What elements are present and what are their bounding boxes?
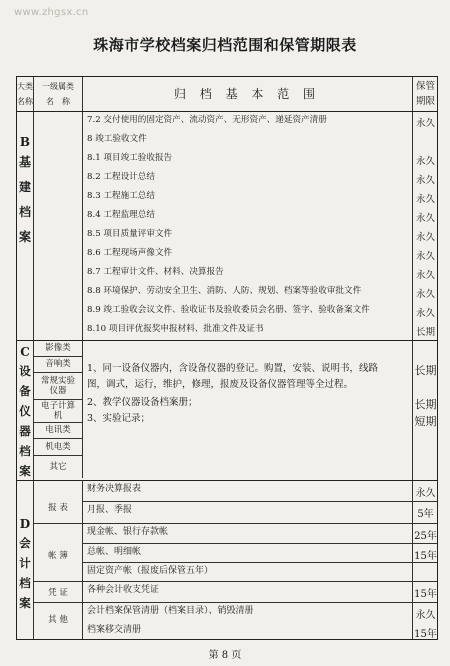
section-d-period: 5年 — [417, 509, 434, 520]
section-d-item: 财务决算报表 — [87, 484, 142, 494]
section-d-item: 会计档案保管清册（档案目录）、销毁清册 — [87, 606, 254, 616]
section-d-item: 总帐、明细帐 — [87, 547, 142, 557]
section-c-label: C 设 备 仪 器 档 案 — [19, 345, 31, 478]
section-b-item: 8.2 工程设计总结 — [87, 172, 155, 182]
section-b-period: 永久 — [415, 232, 435, 243]
watermark: www.zhgsx.cn — [14, 7, 89, 18]
section-b-period: 永久 — [415, 156, 435, 167]
archive-table — [16, 76, 438, 640]
section-c-sub: 其它 — [49, 462, 67, 472]
section-d-period: 15年 — [414, 551, 437, 562]
section-d-label: D 会 计 档 案 — [19, 517, 31, 610]
section-b-item: 7.2 交付使用的固定资产、流动资产、无形资产、递延资产清册 — [87, 115, 327, 125]
section-c-period-1: 长期 — [414, 364, 437, 377]
section-b-item: 8 竣工验收文件 — [87, 134, 147, 144]
section-b-period: 永久 — [415, 270, 435, 281]
section-b-item: 8.1 项目竣工验收报告 — [87, 153, 173, 163]
section-c-period-2: 长期 — [414, 398, 437, 411]
section-d-item: 月报、季报 — [87, 505, 133, 515]
header-subclass-top: 一级属类 — [42, 82, 74, 91]
section-d-period: 永久 — [415, 488, 436, 499]
section-d-period: 永久 — [415, 610, 436, 621]
section-d-period: 15年 — [414, 629, 437, 640]
section-b-item: 8.5 项目质量评审文件 — [87, 229, 173, 239]
section-b-period: 永久 — [415, 251, 435, 262]
section-c-sub: 音响类 — [45, 359, 71, 369]
section-c-period-3: 短期 — [414, 415, 437, 428]
section-c-sub: 机电类 — [45, 441, 71, 452]
header-subclass-bottom: 名 称 — [46, 97, 70, 106]
section-b-period: 永久 — [415, 175, 435, 186]
section-c-sub: 电讯类 — [45, 425, 71, 435]
section-d-period: 15年 — [414, 589, 437, 600]
section-c-sub: 电子计算机 — [40, 400, 75, 421]
section-c-line-3: 2、教学仪器设备档案册； — [87, 397, 198, 408]
section-b-item: 8.9 竣工验收会议文件、验收证书及验收委员会名册、签字、验收备案文件 — [87, 305, 370, 315]
section-d-item: 各种会计收支凭证 — [87, 585, 160, 595]
section-c-line-2: 图，调式，运行，维护，修理，报废及设备仪器管理等全过程。 — [87, 379, 354, 390]
section-b-item: 8.6 工程现场声像文件 — [87, 248, 173, 258]
section-d-sub-reports: 报 表 — [48, 503, 68, 513]
header-category-bottom: 名称 — [17, 97, 33, 106]
section-d-item: 现金帐、银行存款帐 — [87, 527, 169, 537]
page-number: 第 8 页 — [208, 650, 242, 661]
page-title: 珠海市学校档案归档范围和保管期限表 — [93, 36, 357, 54]
section-c-line-1: 1、同一设备仪器内，含设备仪器的登记。购置，安装、说明书，线路 — [87, 363, 379, 374]
header-scope: 归 档 基 本 范 围 — [173, 87, 321, 101]
section-d-sub-vouchers: 凭 证 — [48, 588, 68, 598]
section-b-item: 8.10 项目评优报奖申报材料、批准文件及证书 — [87, 324, 264, 334]
section-b-period: 长期 — [415, 327, 435, 338]
header-category-top: 大类 — [17, 82, 33, 91]
section-d-sub-ledgers: 帐 簿 — [48, 551, 68, 561]
section-b-label: B 基 建 档 案 — [18, 135, 31, 244]
section-b-item: 8.3 工程施工总结 — [87, 191, 155, 201]
header-period-bottom: 期限 — [415, 96, 435, 107]
section-c-sub: 影像类 — [45, 343, 71, 353]
section-b-period: 永久 — [415, 118, 435, 129]
section-b-item: 8.7 工程审计文件、材料、决算报告 — [87, 267, 224, 277]
section-d-item: 档案移交清册 — [87, 625, 142, 635]
section-b-period: 永久 — [415, 194, 435, 205]
section-c-line-4: 3、实验记录； — [87, 413, 151, 424]
header-period-top: 保管 — [415, 81, 435, 92]
section-d-item: 固定资产帐（报废后保管五年） — [87, 566, 214, 576]
section-b-item: 8.4 工程监理总结 — [87, 210, 155, 220]
section-b-item: 8.8 环境保护、劳动安全卫生、消防、人防、规划、档案等验收审批文件 — [87, 286, 362, 296]
section-c-sub: 常规实验仪器 — [40, 375, 75, 396]
section-d-period: 25年 — [414, 531, 437, 542]
section-d-sub-other: 其 他 — [48, 615, 68, 625]
section-b-period: 永久 — [415, 213, 435, 224]
section-b-period: 永久 — [415, 308, 435, 319]
section-b-period: 永久 — [415, 289, 435, 300]
